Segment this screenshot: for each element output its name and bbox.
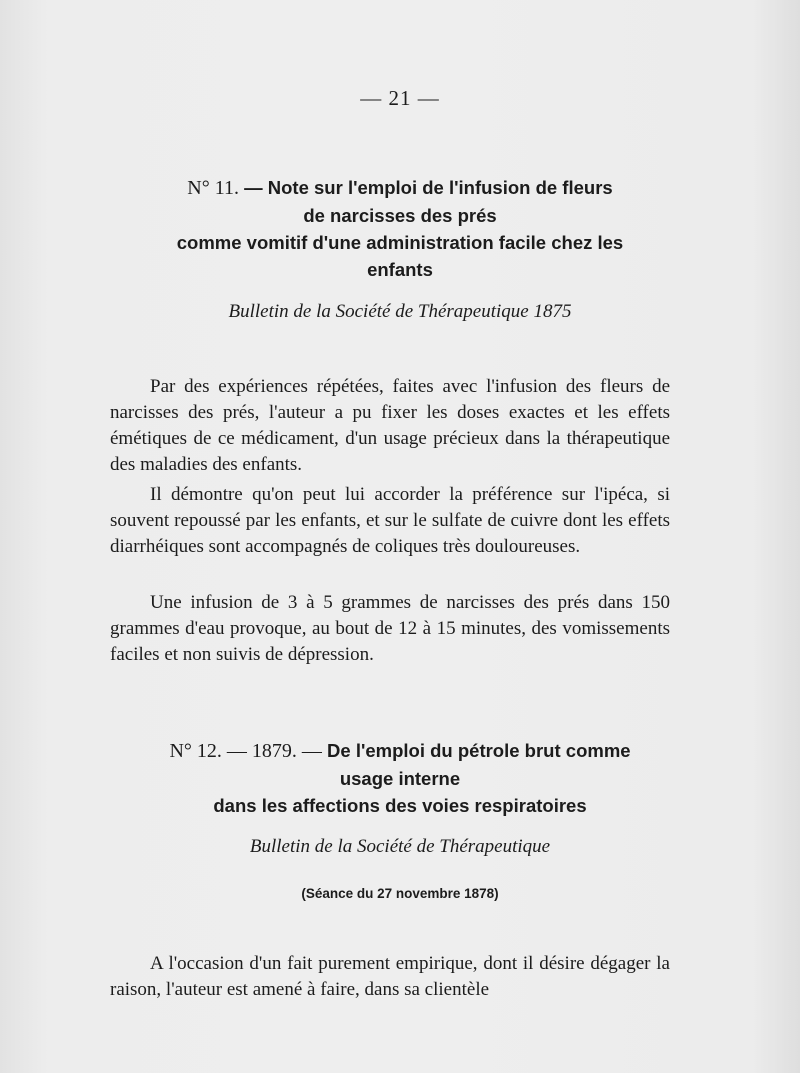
entry-11-title-line-1: N° 11. — Note sur l'emploi de l'infusion de fleurs bbox=[187, 177, 613, 199]
entry-11-title-line-2: de narcisses des prés bbox=[303, 205, 497, 226]
page-number: — 21 — bbox=[360, 86, 440, 110]
entry-11-paragraph-2: Il démontre qu'on peut lui accorder la préférence sur l'ipéca, si souvent repoussé par les enfants, et sur le sulfate de cuivre dont les effets diarrhéiques sont accompagnés de coliques très douloureuses. bbox=[110, 484, 670, 557]
entry-11-paragraph-1: Par des expériences répétées, faites avec l'infusion des fleurs de narcisses des prés, l'auteur a pu fixer les doses exactes et les effets émétiques de ce médicament, d'un usage précieux dans la thérapeutique des maladies des enfants. bbox=[110, 376, 670, 475]
entry-12-title-line-1: N° 12. — 1879. — De l'emploi du pétrole brut comme bbox=[169, 740, 631, 762]
entry-11-number: N° 11. bbox=[187, 177, 239, 199]
entry-11-paragraph-3: Une infusion de 3 à 5 grammes de narcisses des prés dans 150 grammes d'eau provoque, au bout de 12 à 15 minutes, des vomissements faciles et non suivis de dépression. bbox=[110, 592, 670, 665]
entry-12-source: Bulletin de la Société de Thérapeutique bbox=[249, 836, 551, 857]
entry-11-title-line-4: enfants bbox=[367, 259, 433, 280]
entry-11-source: Bulletin de la Société de Thérapeutique 1875 bbox=[228, 301, 572, 322]
entry-11-title bbox=[100, 174, 700, 283]
entry-12-title-line-2: usage interne bbox=[339, 768, 461, 789]
entry-11-title-line-3: comme vomitif d'une administration facile chez les bbox=[176, 232, 624, 253]
entry-12-title-line-3: dans les affections des voies respiratoires bbox=[213, 795, 587, 816]
entry-12-title bbox=[100, 737, 700, 819]
entry-12-number: N° 12. — 1879. — bbox=[169, 740, 322, 762]
entry-12-paragraph-1: A l'occasion d'un fait purement empirique, dont il désire dégager la raison, l'auteur est amené à faire, dans sa clientèle bbox=[110, 953, 670, 1000]
entry-12-session: (Séance du 27 novembre 1878) bbox=[301, 886, 499, 901]
